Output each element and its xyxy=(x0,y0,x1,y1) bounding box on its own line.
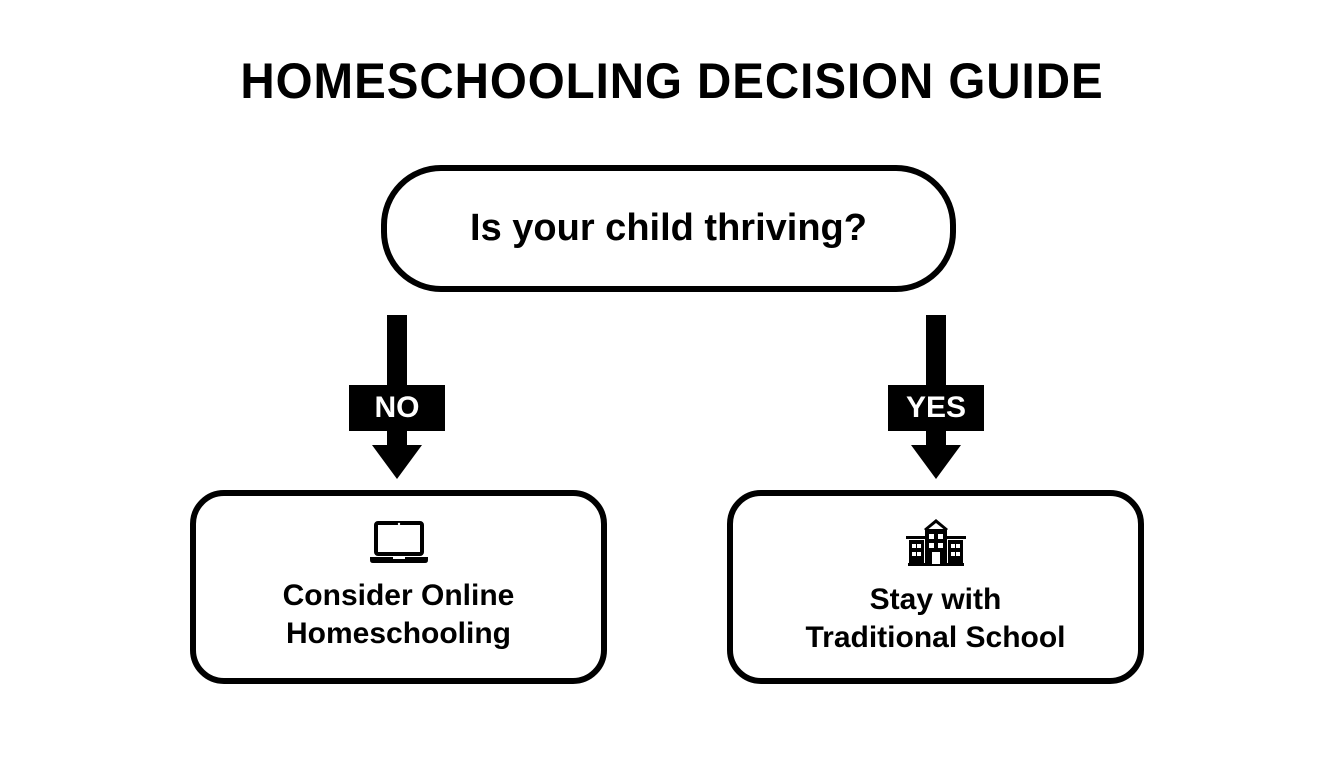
node-text-line1: Consider Online xyxy=(282,579,515,612)
question-node xyxy=(381,165,956,292)
arrow-head xyxy=(372,445,422,479)
node-text-line2: Traditional School xyxy=(805,621,1066,654)
arrow-head xyxy=(911,445,961,479)
diagram-title: HOMESCHOOLING DECISION GUIDE xyxy=(240,53,1104,109)
online-homeschooling-node xyxy=(190,490,607,684)
school-building-icon xyxy=(906,517,966,567)
no-arrow xyxy=(349,315,445,480)
traditional-school-node xyxy=(727,490,1144,684)
no-label: NO xyxy=(349,385,445,431)
yes-arrow xyxy=(888,315,984,480)
yes-label: YES xyxy=(888,385,984,431)
laptop-icon xyxy=(370,521,428,563)
node-text-line2: Homeschooling xyxy=(285,617,511,650)
question-text: Is your child thriving? xyxy=(470,207,867,249)
node-text-line1: Stay with xyxy=(869,583,1002,616)
